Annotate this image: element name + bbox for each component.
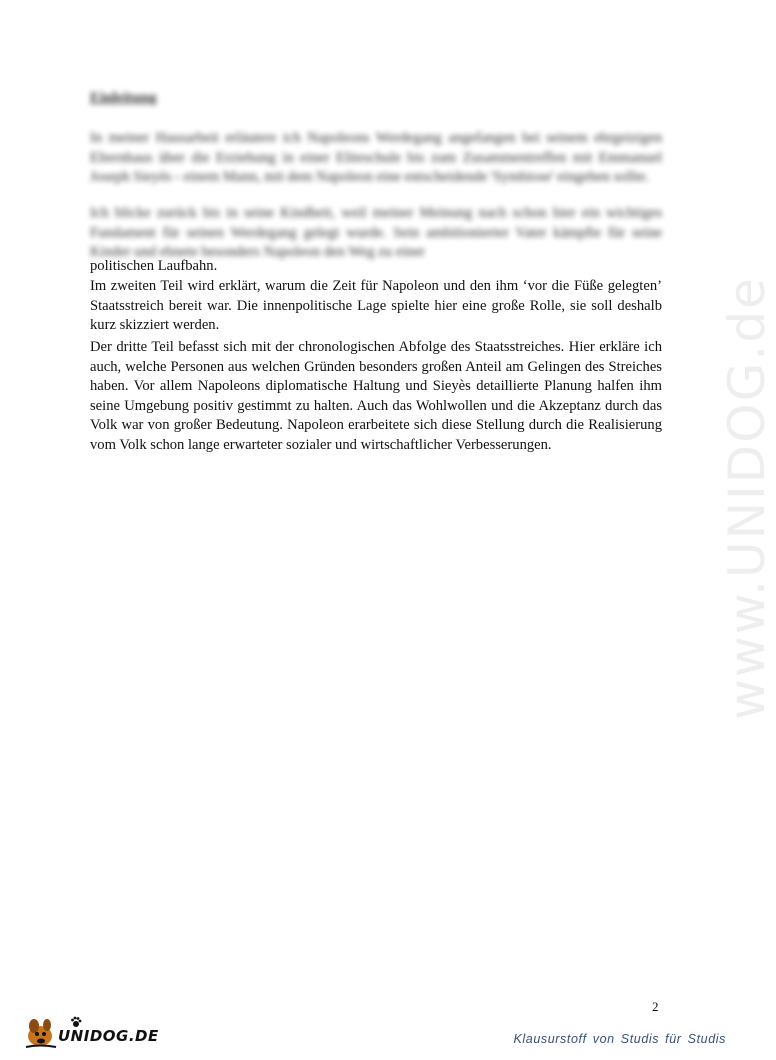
dog-icon <box>22 1014 62 1050</box>
paragraph-second-part: Im zweiten Teil wird erklärt, warum die Zeit für Napoleon und den ihm ‘vor die Füße gelegten’ Staatsstreich bereit war. Die innenpolitische Lage spielte hier eine große Rolle, sie soll deshalb kurz skizziert werden. <box>90 278 662 333</box>
paragraph-intro-blurred: In meiner Hausarbeit erläutere ich Napoleons Werdegang angefangen bei seinem ehrgeizigen Elternhaus über die Erziehung in einer Eliteschule bis zum Zusammentreffen mit Emmanuel Joseph Sieyès - einem Mann, mit dem Napoleon eine entscheidende 'Symbiose' eingehen sollte. <box>90 130 662 185</box>
paragraph-fragment: politischen Laufbahn. <box>90 258 218 274</box>
logo-text: UNIDOG.DE <box>58 1027 159 1045</box>
paragraph-childhood-blurred: Ich blicke zurück bis in seine Kindheit, weil meiner Meinung nach schon hier ein wichtiges Fundament für seinen Werdegang gelegt wurde. Sein ambitionierter Vater kämpfte für seine Kinder und ebnete besonders Napoleon den Weg zu einer <box>90 205 662 260</box>
watermark: www.UNIDOG.de <box>718 276 776 720</box>
section-heading: Einleitung <box>90 90 157 106</box>
page-number: 2 <box>652 999 659 1014</box>
footer-tagline: Klausurstoff von Studis für Studis <box>513 1032 726 1046</box>
paragraph-third-part: Der dritte Teil befasst sich mit der chronologischen Abfolge des Staatsstreiches. Hier erkläre ich auch, welche Personen aus welchen Gründen besonders großen Anteil am Gelingen des Streiches haben. Vor allem Napoleons diplomatische Haltung und Sieyès detaillierte Planung halfen ihm seine Umgebung positiv gestimmt zu halten. Auch das Wohlwollen und die Akzeptanz durch das Volk war von großer Bedeutung. Napoleon erarbeitete sich diese Stellung durch die Realisierung vom Volk schon lange erwarteter sozialer und wirtschaftlicher Verbesserungen. <box>90 339 662 453</box>
